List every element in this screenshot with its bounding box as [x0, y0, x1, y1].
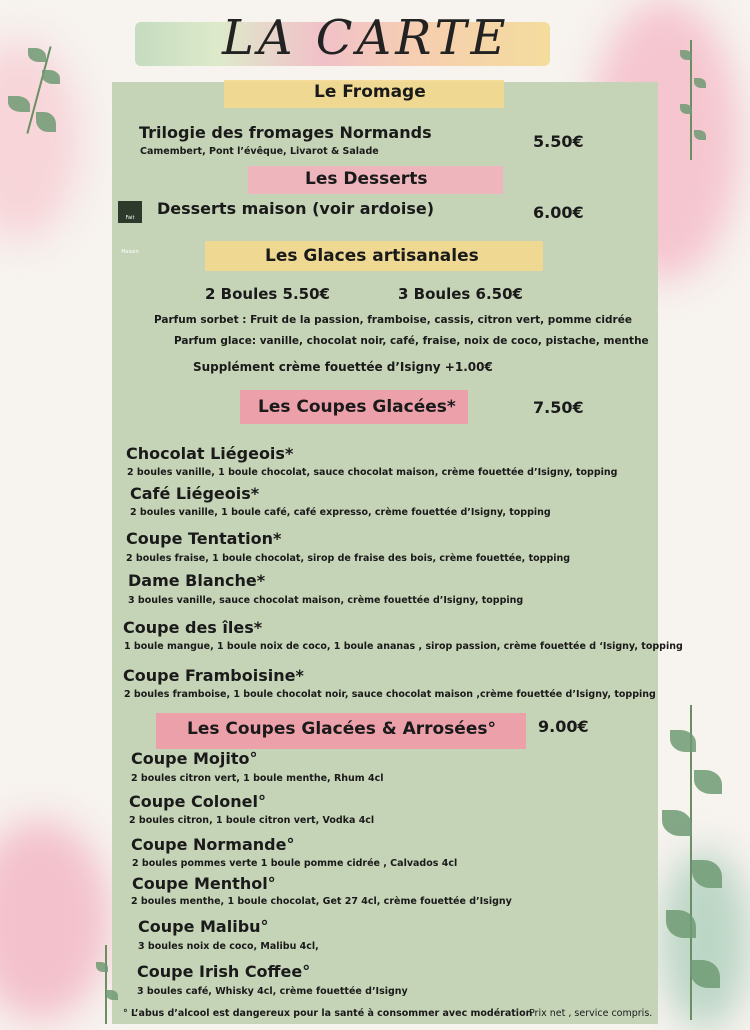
coupe-name: Coupe des îles* [123, 618, 263, 637]
coupe-name: Coupe Menthol° [132, 874, 276, 893]
price-three-scoops: 3 Boules 6.50€ [398, 285, 523, 303]
item-price: 6.00€ [533, 203, 584, 222]
alcohol-warning: ° L’abus d’alcool est dangereux pour la santé à consommer avec modération [123, 1008, 533, 1019]
coupe-description: 2 boules menthe, 1 boule chocolat, Get 27 4cl, crème fouettée d’Isigny [131, 896, 512, 907]
pink-watercolor-top-left [0, 40, 80, 240]
section-price: 9.00€ [538, 717, 589, 736]
fait-maison-logo-text: Fait Maison [121, 215, 139, 255]
coupe-name: Coupe Irish Coffee° [137, 962, 311, 981]
coupe-name: Chocolat Liégeois* [126, 444, 294, 463]
leaf-icon [670, 730, 696, 752]
leaf-icon [694, 78, 706, 88]
coupe-description: 3 boules vanille, sauce chocolat maison, crème fouettée d’Isigny, topping [128, 595, 524, 606]
coupe-name: Coupe Tentation* [126, 529, 282, 548]
coupe-description: 3 boules noix de coco, Malibu 4cl, [138, 941, 319, 952]
section-header-fromage: Le Fromage [314, 82, 426, 102]
coupe-name: Coupe Malibu° [138, 917, 269, 936]
section-price: 7.50€ [533, 398, 584, 417]
coupe-description: 2 boules vanille, 1 boule café, café expresso, crème fouettée d’Isigny, topping [130, 507, 551, 518]
leaf-icon [42, 70, 60, 84]
leaf-icon [694, 130, 706, 140]
branch-stem-bottom-left [105, 945, 107, 1024]
section-header-desserts: Les Desserts [305, 169, 428, 189]
leaf-icon [106, 990, 118, 1000]
leaf-icon [28, 48, 46, 62]
coupe-name: Dame Blanche* [128, 571, 266, 590]
leaf-icon [662, 810, 692, 836]
coupe-name: Coupe Framboisine* [123, 666, 304, 685]
leaf-icon [96, 962, 108, 972]
coupe-description: 2 boules fraise, 1 boule chocolat, sirop de fraise des bois, crème fouettée, topping [126, 553, 571, 564]
leaf-icon [694, 770, 722, 794]
coupe-description: 1 boule mangue, 1 boule noix de coco, 1 boule ananas , sirop passion, crème fouettée d ‘Isigny, topping [124, 641, 683, 652]
coupe-name: Coupe Normande° [131, 835, 295, 854]
coupe-description: 2 boules framboise, 1 boule chocolat noir, sauce chocolat maison ,crème fouettée d’Isigny, topping [124, 689, 656, 700]
coupe-description: 2 boules pommes verte 1 boule pomme cidrée , Calvados 4cl [132, 858, 458, 869]
leaf-icon [680, 50, 692, 60]
fait-maison-logo [118, 201, 142, 255]
coupe-description: 2 boules vanille, 1 boule chocolat, sauce chocolat maison, crème fouettée d’Isigny, topping [127, 467, 618, 478]
coupe-name: Coupe Mojito° [131, 749, 258, 768]
coupe-description: 2 boules citron, 1 boule citron vert, Vodka 4cl [129, 815, 375, 826]
section-header-coupes: Les Coupes Glacées* [258, 397, 456, 417]
leaf-icon [680, 104, 692, 114]
item-name: Desserts maison (voir ardoise) [157, 199, 435, 218]
sorbet-flavours: Parfum sorbet : Fruit de la passion, framboise, cassis, citron vert, pomme cidrée [154, 314, 632, 326]
coupe-name: Café Liégeois* [130, 484, 260, 503]
item-price: 5.50€ [533, 132, 584, 151]
prices-note: Prix net , service compris. [529, 1008, 653, 1019]
coupe-description: 2 boules citron vert, 1 boule menthe, Rhum 4cl [131, 773, 384, 784]
ice-cream-flavours: Parfum glace: vanille, chocolat noir, café, fraise, noix de coco, pistache, menthe [174, 335, 649, 347]
item-name: Trilogie des fromages Normands [139, 123, 432, 142]
section-header-arrosees: Les Coupes Glacées & Arrosées° [187, 719, 496, 739]
coupe-name: Coupe Colonel° [129, 792, 266, 811]
whipped-cream-supplement: Supplément crème fouettée d’Isigny +1.00€ [193, 360, 493, 374]
price-two-scoops: 2 Boules 5.50€ [205, 285, 330, 303]
page-title: LA CARTE [222, 10, 510, 66]
pink-watercolor-bottom-left [0, 820, 110, 1020]
coupe-description: 3 boules café, Whisky 4cl, crème fouettée d’Isigny [137, 986, 408, 997]
item-description: Camembert, Pont l’évêque, Livarot & Salade [140, 146, 379, 157]
section-header-glaces: Les Glaces artisanales [265, 246, 479, 266]
